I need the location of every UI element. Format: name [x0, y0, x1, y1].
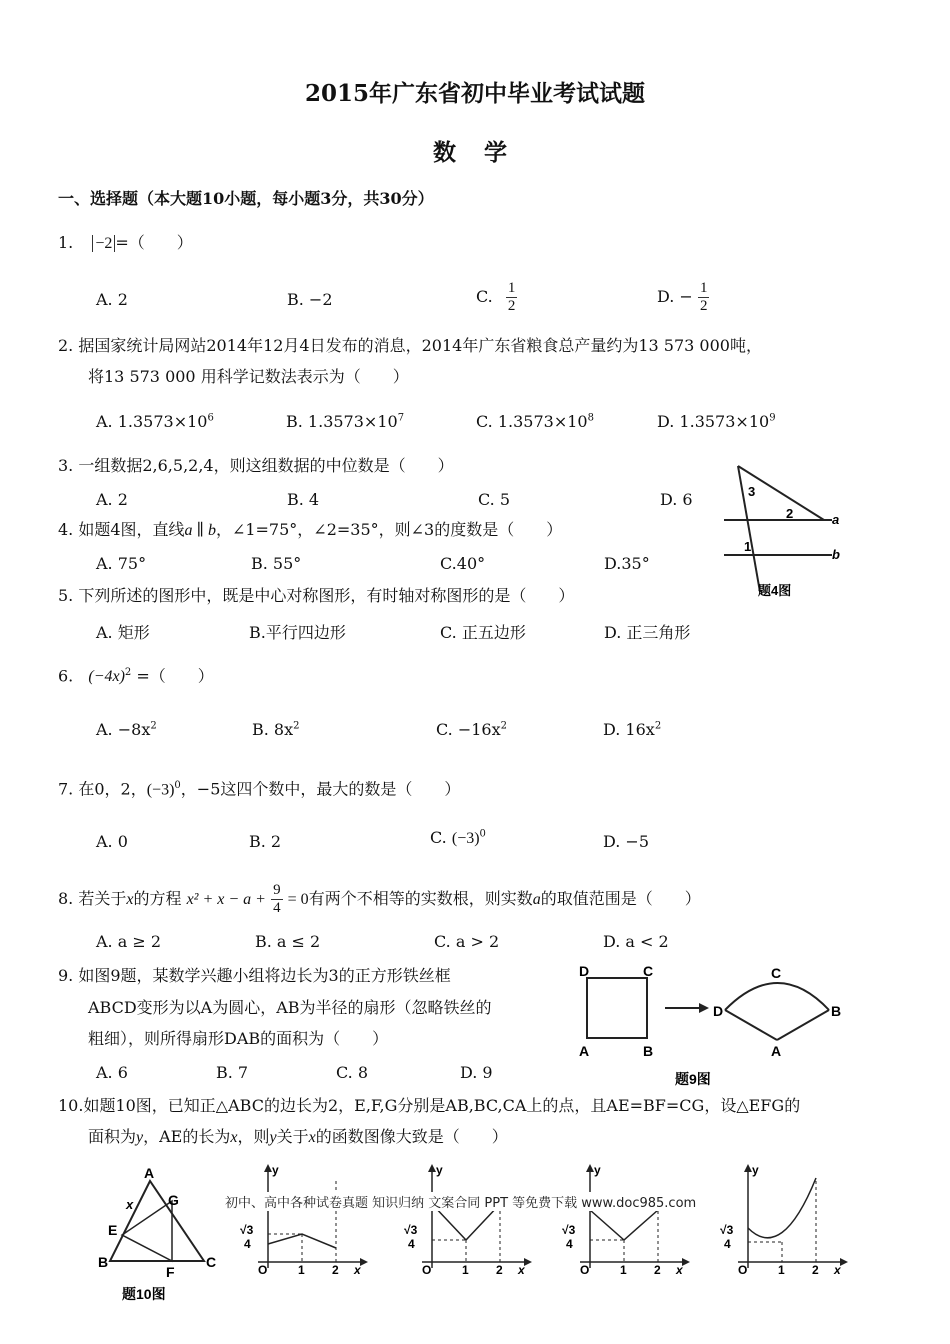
q9-option-b[interactable]: B. 7	[216, 1063, 249, 1082]
fig10-label-G: G	[168, 1192, 179, 1208]
fig10-label-A: A	[144, 1165, 155, 1181]
graph-a-label-sqrt3: √3	[240, 1223, 254, 1237]
fig9-label-D1: D	[579, 963, 590, 979]
fig9-caption: 题9图	[675, 1071, 711, 1087]
graph-c-label-2: 2	[654, 1263, 661, 1274]
q8-option-d[interactable]: D. a < 2	[603, 932, 669, 951]
graph-c-label-y: y	[594, 1164, 601, 1177]
q3-option-c[interactable]: C. 5	[478, 490, 511, 509]
graph-b-label-sqrt3: √3	[404, 1223, 418, 1237]
q2-option-b[interactable]: B. $1.3573\times 10^7$	[286, 412, 405, 431]
graph-d-x-arrow	[840, 1258, 848, 1266]
q1-option-c[interactable]: C. $\frac{1}{2}$	[476, 280, 516, 314]
fig4-label-3: 3	[748, 484, 756, 499]
figure-10-graph-c	[560, 1164, 690, 1274]
q6-option-a[interactable]: A. $-8x^2$	[96, 720, 157, 739]
q2-option-c[interactable]: C. $1.3573\times 10^8$	[476, 412, 594, 431]
q8-option-a[interactable]: A. a ≥ 2	[96, 932, 162, 951]
graph-a-label-y: y	[272, 1164, 279, 1177]
q6-option-b[interactable]: B. $8x^2$	[252, 720, 300, 739]
graph-d-label-2: 2	[812, 1263, 819, 1274]
graph-c-y-arrow	[586, 1164, 594, 1172]
graph-a-label-4: 4	[244, 1237, 251, 1251]
graph-c-x-arrow	[682, 1258, 690, 1266]
q8-option-c[interactable]: C. a > 2	[434, 932, 500, 951]
q9-option-a[interactable]: A. 6	[96, 1063, 128, 1082]
graph-d-curve	[748, 1178, 816, 1238]
q5-option-b[interactable]: B.平行四边形	[249, 623, 346, 642]
fig10-label-F: F	[166, 1264, 175, 1280]
graph-d-y-arrow	[744, 1164, 752, 1172]
q3-option-a[interactable]: A. 2	[96, 490, 128, 509]
graph-d-label-O: O	[738, 1263, 748, 1274]
figure-10-graph-d	[718, 1164, 848, 1274]
fig4-label-2: 2	[786, 506, 794, 521]
q2-option-d[interactable]: D. $1.3573\times 10^9$	[657, 412, 776, 431]
q7-option-b[interactable]: B. 2	[249, 832, 282, 851]
q6-option-d[interactable]: D. $16x^2$	[603, 720, 662, 739]
graph-c-label-sqrt3: √3	[562, 1223, 576, 1237]
q7-option-c[interactable]: C. $(-3)^0$	[430, 828, 486, 847]
q9-option-d[interactable]: D. 9	[460, 1063, 493, 1082]
graph-c-label-O: O	[580, 1263, 590, 1274]
question-2-line2: 将13 573 000 用科学记数法表示为（ ）	[88, 367, 409, 386]
question-10-line1: 10.如题10图，已知正△ABC的边长为2，E,F,G分别是AB,BC,CA上的点，且AE=BF=CG，设△EFG的	[58, 1096, 801, 1115]
q4-option-b[interactable]: B. 55°	[251, 554, 302, 573]
q3-option-b[interactable]: B. 4	[287, 490, 320, 509]
figure-4	[720, 458, 850, 608]
graph-b-x-arrow	[524, 1258, 532, 1266]
q2-option-a[interactable]: A. $1.3573\times 10^6$	[96, 412, 214, 431]
graph-a-label-1: 1	[298, 1263, 305, 1274]
graph-b-label-1: 1	[462, 1263, 469, 1274]
page-title: 2015年广东省初中毕业考试试题	[304, 80, 645, 107]
fig10-label-x: x	[126, 1197, 134, 1212]
fig4-label-1: 1	[744, 539, 752, 554]
q5-option-d[interactable]: D. 正三角形	[604, 623, 691, 642]
subject-title: 数 学	[432, 139, 517, 166]
graph-b-label-y: y	[436, 1164, 443, 1177]
fig9-arc	[725, 983, 829, 1010]
fig10-label-E: E	[108, 1222, 118, 1238]
question-6: 6. $(-4x)^2$ =（ ）	[58, 666, 214, 686]
q7-option-a[interactable]: A. 0	[96, 832, 128, 851]
q9-option-c[interactable]: C. 8	[336, 1063, 369, 1082]
q6-option-c[interactable]: C. $-16x^2$	[436, 720, 508, 739]
question-3: 3. 一组数据2,6,5,2,4，则这组数据的中位数是（ ）	[58, 456, 454, 475]
graph-b-y-arrow	[428, 1164, 436, 1172]
graph-d-label-x: x	[834, 1263, 841, 1274]
question-9-line2: ABCD变形为以A为圆心，AB为半径的扇形（忽略铁丝的	[88, 998, 492, 1017]
graph-a-y-arrow	[264, 1164, 272, 1172]
fig4-label-b: b	[832, 547, 840, 562]
q1-option-a[interactable]: A. 2	[96, 290, 128, 309]
fig9-label-D2: D	[713, 1003, 724, 1019]
graph-d-label-1: 1	[778, 1263, 785, 1274]
graph-a-x-arrow	[360, 1258, 368, 1266]
graph-d-label-4: 4	[724, 1237, 731, 1251]
fig4-caption: 题4图	[758, 583, 792, 598]
q4-option-a[interactable]: A. 75°	[96, 554, 147, 573]
fig10-label-B: B	[98, 1254, 109, 1270]
question-1: 1. −2 =（ ）	[58, 233, 193, 252]
q8-option-b[interactable]: B. a ≤ 2	[255, 932, 321, 951]
q1-option-d[interactable]: D. − $\frac{1}{2}$	[657, 280, 708, 314]
graph-b-label-2: 2	[496, 1263, 503, 1274]
watermark-footer: 初中、高中各种试卷真题 知识归纳 文案合同 PPT 等免费下载 www.doc985.com	[225, 1192, 696, 1211]
fig10-caption: 题10图	[122, 1286, 166, 1302]
graph-c-label-x: x	[676, 1263, 683, 1274]
fig9-label-A2: A	[771, 1043, 782, 1059]
fig9-label-A1: A	[579, 1043, 590, 1059]
graph-a-label-O: O	[258, 1263, 268, 1274]
graph-c-label-4: 4	[566, 1237, 573, 1251]
graph-b-label-O: O	[422, 1263, 432, 1274]
q5-option-a[interactable]: A. 矩形	[96, 623, 150, 642]
question-9-line3: 粗细），则所得扇形DAB的面积为（ ）	[88, 1029, 389, 1048]
question-9-line1: 9. 如图9题，某数学兴趣小组将边长为3的正方形铁丝框	[58, 966, 451, 985]
figure-10-triangle	[92, 1165, 222, 1305]
figure-10-graph-b	[402, 1164, 532, 1274]
q4-option-d[interactable]: D.35°	[604, 554, 650, 573]
question-5: 5. 下列所述的图形中，既是中心对称图形，有时轴对称图形的是（ ）	[58, 586, 575, 605]
question-4: 4. 如题4图，直线a ∥ b，∠1=75°，∠2=35°，则∠3的度数是（ ）	[58, 520, 563, 539]
fig9-label-C1: C	[643, 963, 654, 979]
figure-9	[575, 958, 850, 1088]
fig9-arrow-head	[699, 1003, 709, 1013]
graph-d-label-sqrt3: √3	[720, 1223, 734, 1237]
fig9-label-B1: B	[643, 1043, 654, 1059]
graph-b-label-x: x	[518, 1263, 525, 1274]
q1-option-b[interactable]: B. −2	[287, 290, 333, 309]
graph-a-label-2: 2	[332, 1263, 339, 1274]
graph-a-label-x: x	[354, 1263, 361, 1274]
fig9-radius-ad	[725, 1010, 777, 1040]
graph-d-label-y: y	[752, 1164, 759, 1177]
question-10-line2: 面积为y，AE的长为x，则y关于x的函数图像大致是（ ）	[88, 1127, 508, 1146]
fig4-label-a: a	[832, 512, 840, 527]
graph-b-label-4: 4	[408, 1237, 415, 1251]
question-7: 7. 在0，2，$(-3)^0$，−5这四个数中，最大的数是（ ）	[58, 779, 461, 799]
fig9-label-C2: C	[771, 965, 782, 981]
graph-c-label-1: 1	[620, 1263, 627, 1274]
fig10-triangle-abc	[110, 1181, 204, 1261]
fig9-label-B2: B	[831, 1003, 842, 1019]
q4-option-c[interactable]: C.40°	[440, 554, 486, 573]
q5-option-c[interactable]: C. 正五边形	[440, 623, 526, 642]
question-8: 8. 若关于x的方程 x² + x − a + $\frac{9}{4}$ = 0有两个不相等的实数根，则实数a的取值范围是（ ）	[58, 882, 701, 916]
fig9-radius-ab	[777, 1010, 829, 1040]
fig9-square	[587, 978, 647, 1038]
figure-10-graph-a	[238, 1164, 368, 1274]
section-heading: 一、选择题（本大题10小题，每小题3分，共30分）	[58, 189, 434, 208]
graph-c-curve	[590, 1210, 658, 1240]
q3-option-d[interactable]: D. 6	[660, 490, 693, 509]
q7-option-d[interactable]: D. −5	[603, 832, 650, 851]
question-2-line1: 2. 据国家统计局网站2014年12月4日发布的消息，2014年广东省粮食总产量约为13 573 000吨，	[58, 336, 762, 355]
fig10-label-C: C	[206, 1254, 217, 1270]
